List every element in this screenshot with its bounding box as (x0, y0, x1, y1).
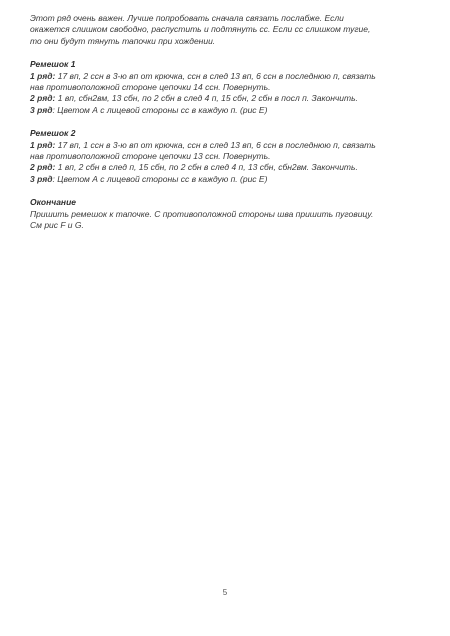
strap-1-row-1 (30, 71, 428, 82)
row-label: 2 ряд: (30, 162, 56, 173)
page-number: 5 (222, 588, 228, 597)
row-label: 3 ряд (30, 104, 53, 115)
row-text: : Цветом А с лицевой стороны сс в каждую п. (рис Е) (52, 104, 268, 115)
intro-line: окажется слишком свободно, распустить и подтянуть сс. Если сс слишком тугие, (30, 24, 371, 35)
intro-line: то они будут тянуть тапочки при хождении. (30, 35, 216, 46)
strap-2-row-1 (30, 140, 428, 151)
row-text: 17 вп, 2 ссн в 3-ю вп от крючка, ссн в след 13 вп, 6 ссн в последнюю п, связать (55, 70, 376, 81)
row-text: : Цветом А с лицевой стороны сс в каждую п. (рис Е) (52, 173, 268, 184)
intro-paragraph (30, 13, 428, 47)
intro-line: Этот ряд очень важен. Лучше попробовать сначала связать послабже. Если (30, 13, 344, 23)
row-text: 1 вп, 2 сбн в след п, 15 сбн, по 2 сбн в след 4 п, 13 сбн, сбн2вм. Закончить. (55, 162, 358, 173)
strap-1-row-3 (30, 105, 428, 116)
finish-line: Пришить ремешок к тапочке. С противоположной стороны шва пришить пуговицу. (30, 208, 374, 219)
strap-2-section (30, 128, 428, 185)
strap-1-section (30, 59, 428, 116)
strap-1-row-2 (30, 93, 428, 104)
finish-line: См рис F и G. (30, 220, 84, 231)
row-label: 1 ряд: (30, 139, 56, 150)
finish-heading: Окончание (30, 197, 76, 208)
row-text: 1 вп, сбн2вм, 13 сбн, по 2 сбн в след 4 п, 15 сбн, 2 сбн в посл п. Закончить. (55, 93, 358, 104)
strap-1-heading: Ремешок 1 (30, 59, 76, 70)
row-label: 1 ряд: (30, 70, 56, 81)
strap-2-heading: Ремешок 2 (30, 128, 76, 139)
strap-2-row-2 (30, 162, 428, 173)
row-label: 2 ряд: (30, 93, 56, 104)
document-body (30, 13, 428, 232)
finish-section (30, 197, 428, 231)
strap-1-row-1-cont: нав противоположной стороне цепочки 14 ссн. Повернуть. (30, 82, 271, 93)
strap-2-row-1-cont: нав противоположной стороне цепочки 13 ссн. Повернуть. (30, 151, 271, 162)
strap-2-row-3 (30, 174, 428, 185)
row-label: 3 ряд (30, 173, 53, 184)
row-text: 17 вп, 1 ссн в 3-ю вп от крючка, ссн в след 13 вп, 6 ссн в последнюю п, связать (55, 139, 376, 150)
